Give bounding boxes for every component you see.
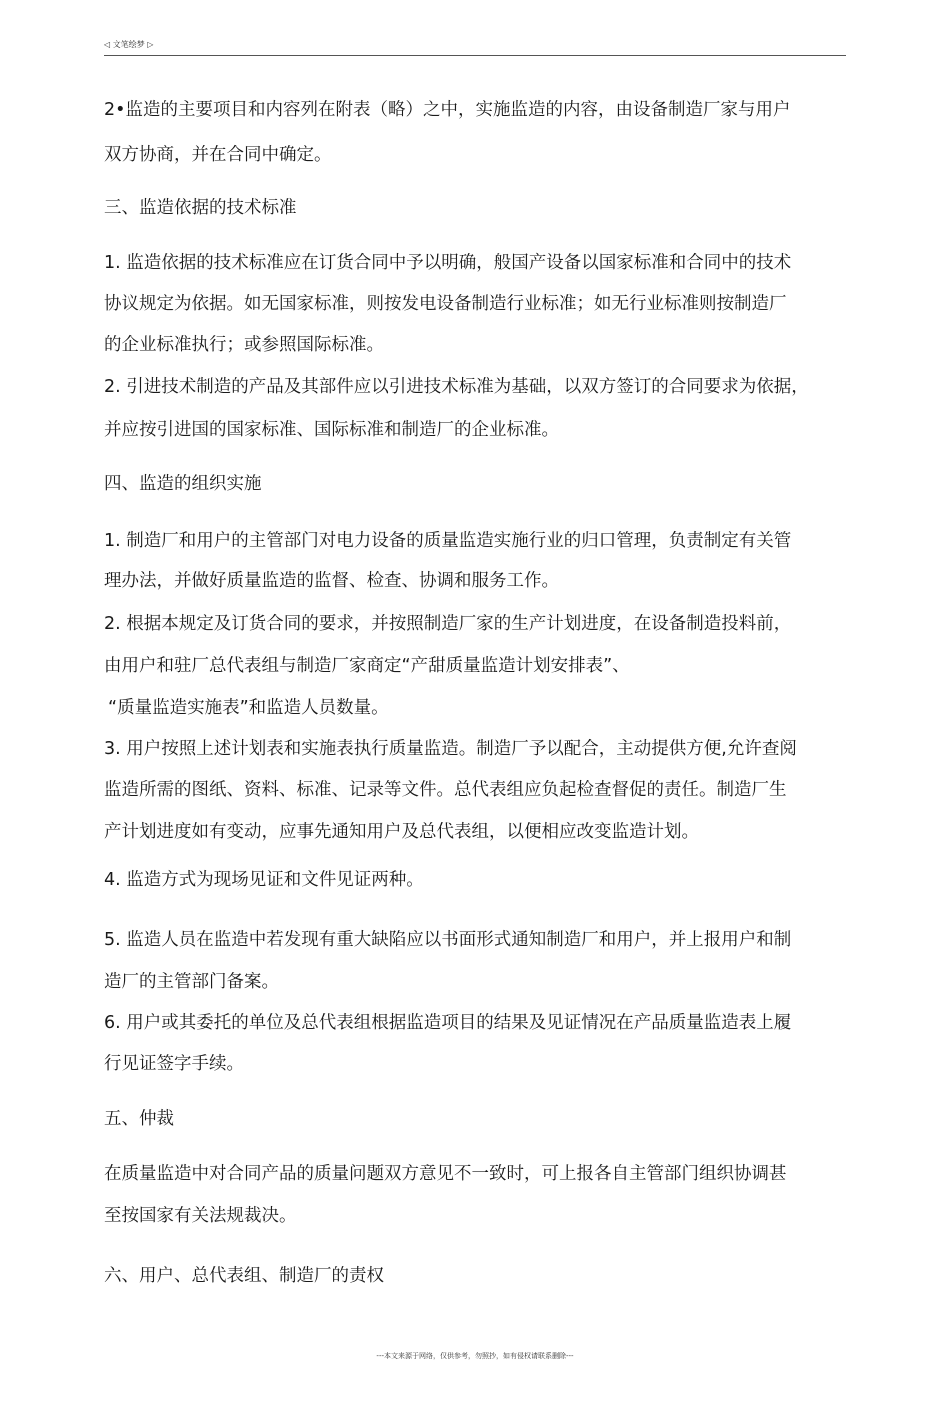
paragraph-line: 产计划进度如有变动，应事先通知用户及总代表组，以便相应改变监造计划。 bbox=[104, 822, 699, 842]
paragraph-line: 4. 监造方式为现场见证和文件见证两种。 bbox=[104, 870, 424, 890]
paragraph-line: 在质量监造中对合同产品的质量问题双方意见不一致时，可上报各自主管部门组织协调甚 bbox=[104, 1164, 787, 1184]
paragraph-line: 至按国家有关法规裁决。 bbox=[104, 1206, 297, 1226]
header-left-mark: ◁ bbox=[104, 40, 111, 49]
paragraph-line: “质量监造实施表”和监造人员数量。 bbox=[108, 698, 389, 718]
paragraph-line: 的企业标准执行；或参照国际标准。 bbox=[104, 335, 384, 355]
paragraph-line: 双方协商，并在合同中确定。 bbox=[104, 145, 332, 165]
section-heading: 五、仲裁 bbox=[104, 1109, 174, 1129]
header-right-mark: ▷ bbox=[147, 40, 154, 49]
paragraph-line: 2. 引进技术制造的产品及其部件应以引进技术标准为基础，以双方签订的合同要求为依据， bbox=[104, 377, 809, 397]
section-heading: 六、用户、总代表组、制造厂的责权 bbox=[104, 1266, 384, 1286]
paragraph-line: 行见证签字手续。 bbox=[104, 1054, 244, 1074]
paragraph-line: 1. 制造厂和用户的主管部门对电力设备的质量监造实施行业的归口管理，负责制定有关管 bbox=[104, 531, 792, 551]
paragraph-line: 3. 用户按照上述计划表和实施表执行质量监造。制造厂予以配合，主动提供方便,允许查阅 bbox=[104, 739, 797, 759]
section-heading: 三、监造依据的技术标准 bbox=[104, 198, 297, 218]
header-title: 文笔绘梦 bbox=[112, 40, 145, 49]
paragraph-line: 监造所需的图纸、资料、标准、记录等文件。总代表组应负起检查督促的责任。制造厂生 bbox=[104, 780, 787, 800]
paragraph-line: 2. 根据本规定及订货合同的要求，并按照制造厂家的生产计划进度，在设备制造投料前， bbox=[104, 614, 792, 634]
paragraph-line: 6. 用户或其委托的单位及总代表组根据监造项目的结果及见证情况在产品质量监造表上履 bbox=[104, 1013, 792, 1033]
page-header bbox=[104, 38, 846, 56]
paragraph-line: 协议规定为依据。如无国家标准，则按发电设备制造行业标准；如无行业标准则按制造厂 bbox=[104, 294, 787, 314]
paragraph-line: 5. 监造人员在监造中若发现有重大缺陷应以书面形式通知制造厂和用户，并上报用户和制 bbox=[104, 930, 792, 950]
section-heading: 四、监造的组织实施 bbox=[104, 474, 262, 494]
paragraph-line: 由用户和驻厂总代表组与制造厂家商定“产甜质量监造计划安排表”、 bbox=[104, 656, 630, 676]
page-footer: ---本文来源于网络，仅供参考，勿照抄，如有侵权请联系删除--- bbox=[376, 1352, 574, 1360]
paragraph-line: 并应按引进国的国家标准、国际标准和制造厂的企业标准。 bbox=[104, 420, 559, 440]
paragraph-line: 1. 监造依据的技术标准应在订货合同中予以明确，般国产设备以国家标准和合同中的技术 bbox=[104, 253, 792, 273]
paragraph-line: 造厂的主管部门备案。 bbox=[104, 972, 279, 992]
paragraph-line: 理办法，并做好质量监造的监督、检查、协调和服务工作。 bbox=[104, 571, 559, 591]
paragraph-line: 2•监造的主要项目和内容列在附表（略）之中，实施监造的内容，由设备制造厂家与用户 bbox=[104, 100, 791, 120]
